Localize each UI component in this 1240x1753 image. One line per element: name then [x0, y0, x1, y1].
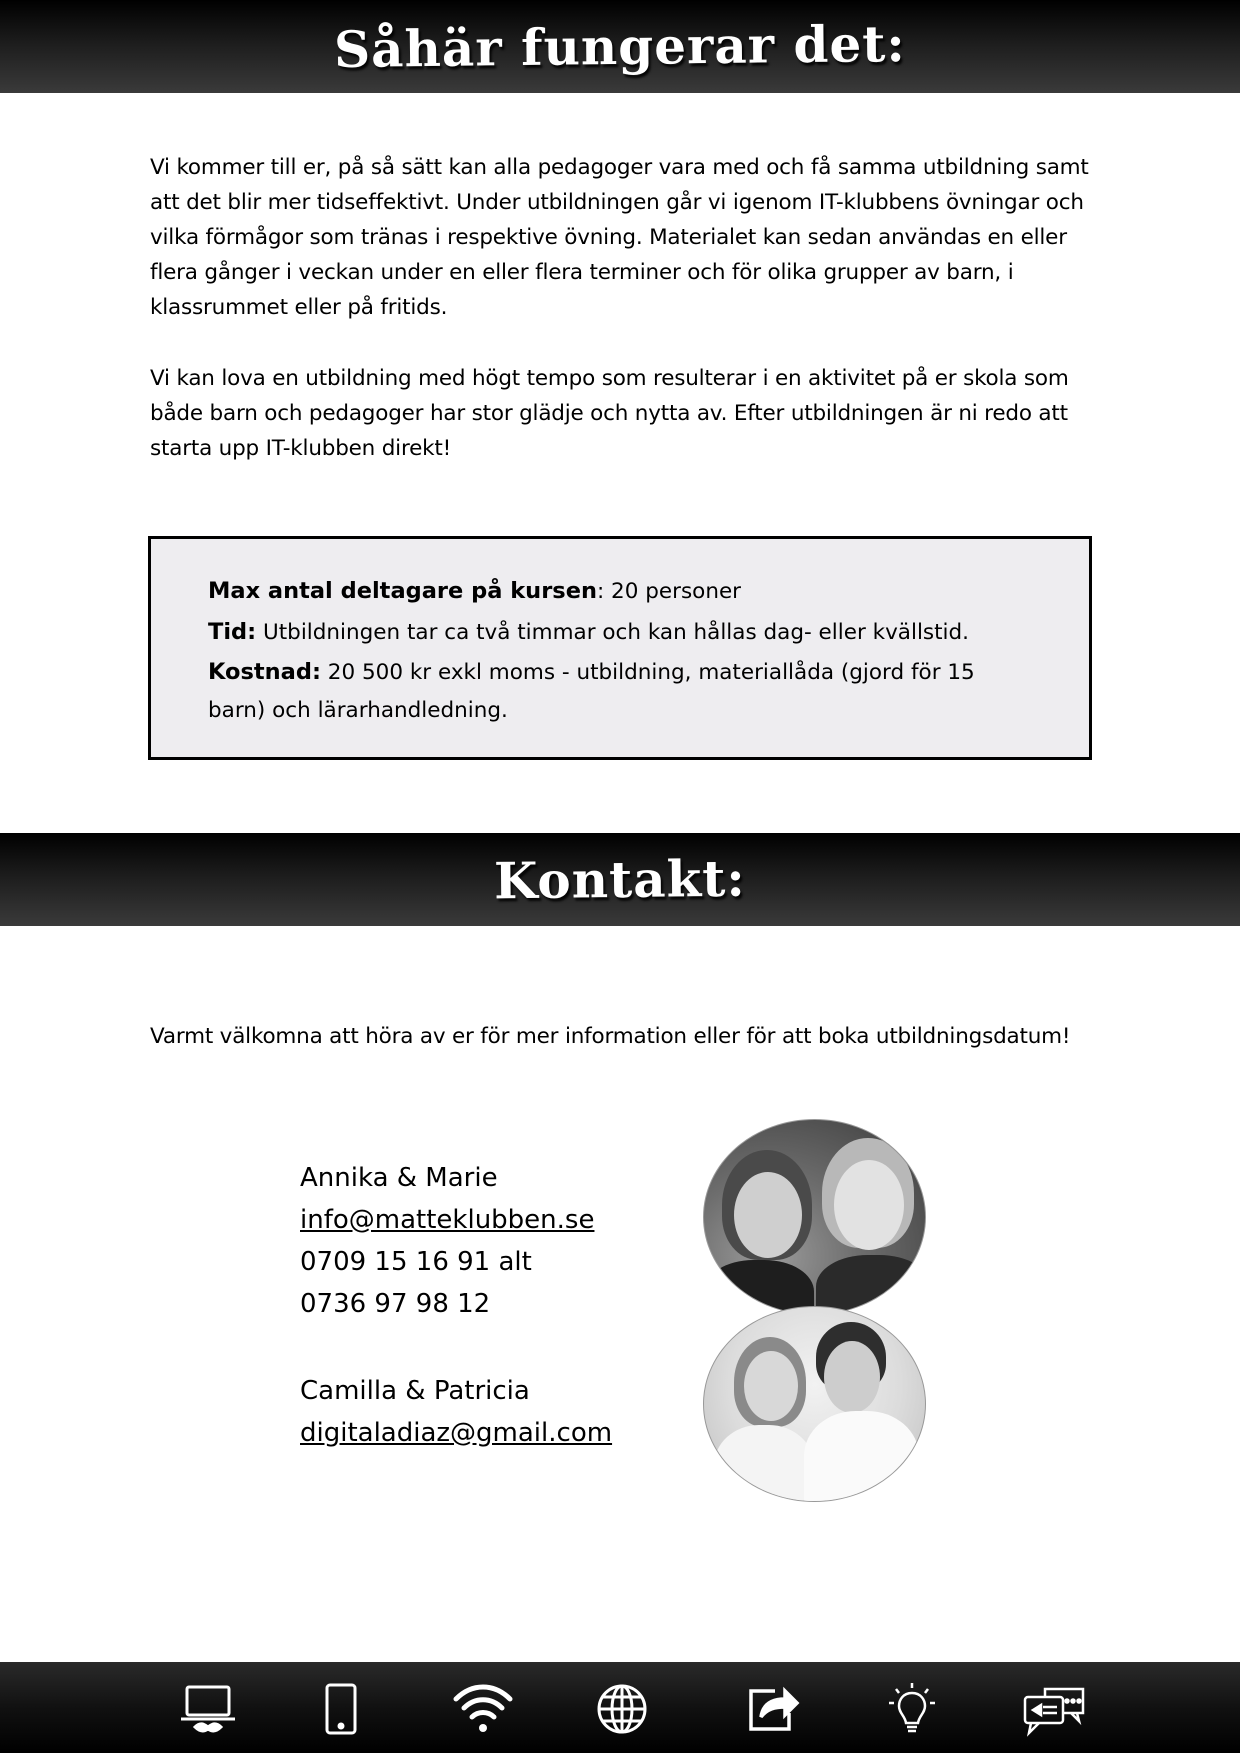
- time-value: Utbildningen tar ca två timmar och kan hållas dag- eller kvällstid.: [256, 620, 970, 645]
- email-link[interactable]: digitaladiaz@gmail.com: [300, 1418, 613, 1448]
- max-participants-line: [208, 571, 1033, 612]
- globe-icon[interactable]: [586, 1679, 658, 1739]
- cost-value: 20 500 kr exkl moms - utbildning, materiallåda (gjord för 15 barn) och lärarhandledning.: [208, 660, 975, 723]
- time-line: [208, 612, 1033, 653]
- intro-paragraph-2: Vi kan lova en utbildning med högt tempo som resulterar i en aktivitet på er skola som både barn och pedagoger har stor glädje och nytta av. Efter utbildningen är ni redo att starta upp IT-klubben direkt!: [150, 366, 1069, 461]
- share-icon[interactable]: [736, 1679, 808, 1739]
- chat-icon[interactable]: [1018, 1679, 1090, 1739]
- time-label: Tid:: [208, 619, 257, 645]
- photo-annika-marie: [703, 1119, 926, 1315]
- contact-banner: [0, 833, 1240, 926]
- phone-number: 0736 97 98 12: [300, 1289, 491, 1319]
- contact-title: Kontakt:: [493, 848, 747, 911]
- wifi-icon[interactable]: [447, 1679, 519, 1739]
- tablet-icon[interactable]: [305, 1679, 377, 1739]
- contact-names: Camilla & Patricia: [300, 1376, 530, 1406]
- cost-line: [208, 653, 1033, 730]
- max-participants-label: Max antal deltagare på kursen: [208, 578, 597, 604]
- laptop-mustache-icon[interactable]: [172, 1679, 244, 1739]
- course-info-box: [148, 536, 1092, 760]
- lightbulb-icon[interactable]: [876, 1679, 948, 1739]
- contact-names: Annika & Marie: [300, 1163, 498, 1193]
- intro-paragraph-1: Vi kommer till er, på så sätt kan alla pedagoger vara med och få samma utbildning samt att det blir mer tidseffektivt. Under utbildningen går vi igenom IT-klubbens övningar och vilka förmågor som tränas i respektive övning. Materialet kan sedan användas en eller flera gånger i veckan under en eller flera terminer och för olika grupper av barn, i klassrummet eller på fritids.: [150, 155, 1089, 320]
- how-it-works-title: Såhär fungerar det:: [333, 14, 907, 79]
- email-link[interactable]: info@matteklubben.se: [300, 1205, 595, 1235]
- cost-label: Kostnad:: [208, 659, 321, 685]
- contact-card-annika-marie: [300, 1157, 680, 1325]
- photo-camilla-patricia: [703, 1306, 926, 1502]
- max-participants-value: : 20 personer: [596, 579, 742, 604]
- contact-intro-text: Varmt välkomna att höra av er för mer information eller för att boka utbildningsdatum!: [150, 1024, 1071, 1049]
- phone-number: 0709 15 16 91 alt: [300, 1247, 532, 1277]
- contact-card-camilla-patricia: [300, 1370, 680, 1454]
- footer-icon-bar: [0, 1662, 1240, 1753]
- how-it-works-banner: [0, 0, 1240, 93]
